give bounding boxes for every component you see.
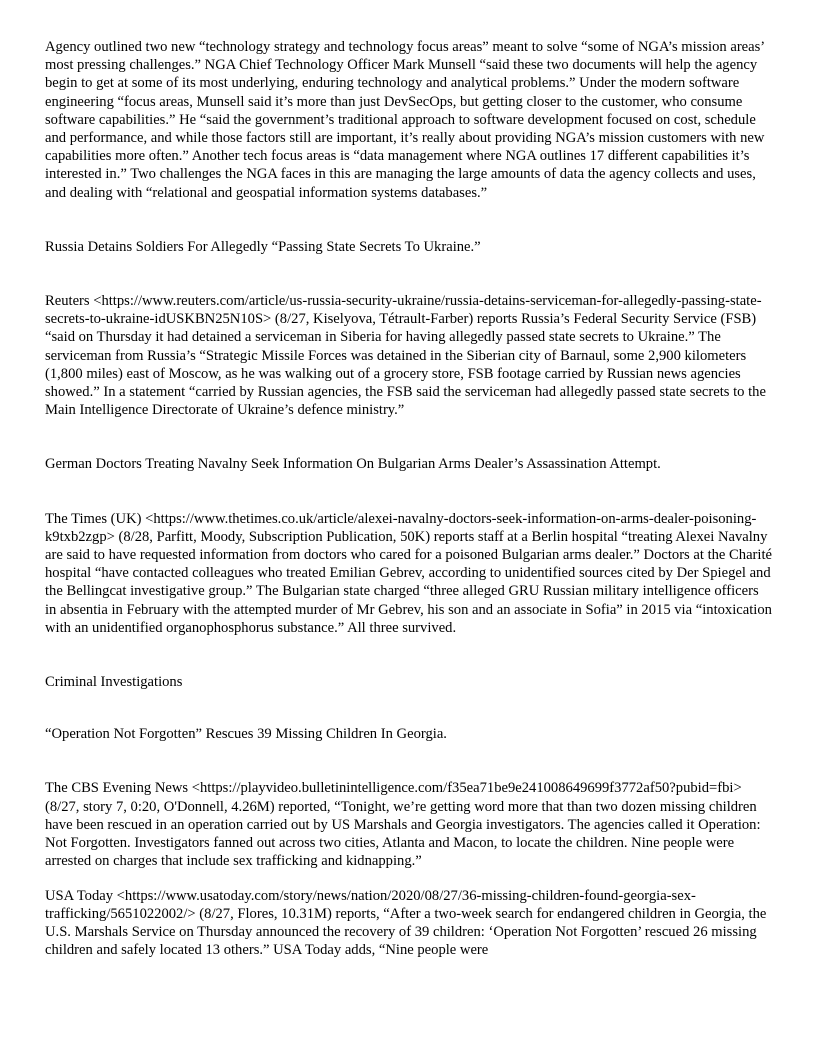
heading-navalny-doctors: German Doctors Treating Navalny Seek Information On Bulgarian Arms Dealer’s Assassination Attempt.	[45, 456, 661, 473]
spacer	[45, 691, 773, 725]
spacer	[45, 474, 773, 510]
paragraph-usa-today: USA Today <https://www.usatoday.com/story/news/nation/2020/08/27/36-missing-children-found-georgia-sex-trafficking/5651022002/> (8/27, Flores, 10.31M) reports, “After a two-week search for endangered children in Georgia, the U.S. Marshals Service on Thursday announced the recovery of 39 children: ‘Operation Not Forgotten’ rescued 26 missing children and safely located 13 others.” USA Today adds, “Nine people were	[45, 887, 767, 959]
document-page	[45, 38, 773, 959]
paragraph-times-navalny: The Times (UK) <https://www.thetimes.co.uk/article/alexei-navalny-doctors-seek-information-on-arms-dealer-poisoning-k9txb2zgp> (8/28, Parfitt, Moody, Subscription Publication, 50K) reports staff at a Berlin hospital “treating Alexei Navalny are said to have requested information from doctors who cared for a poisoned Bulgarian arms dealer.” Doctors at the Charité hospital “have contacted colleagues who treated Emilian Gebrev, according to unidentified sources cited by Der Spiegel and the Bellingcat investigative group.” The Bulgarian state charged “three alleged GRU Russian military intelligence officers in absentia in February with the attempted murder of Mr Gebrev, his son and an associate in Sofia” in 2015 via “intoxication with an unidentified organophosphorus substance.” All three survived.	[45, 510, 773, 636]
paragraph-cbs-evening-news: The CBS Evening News <https://playvideo.bulletinintelligence.com/f35ea71be9e241008649699f3772af50?pubid=fbi> (8/27, story 7, 0:20, O'Donnell, 4.26M) reported, “Tonight, we’re getting word more that than two dozen missing children have been rescued in an operation carried out by US Marshals and Georgia investigators. The agencies called it Operation: Not Forgotten. Investigators fanned out across two cities, Atlanta and Macon, to locate the children. Nine people were arrested on charges that include sex trafficking and kidnapping.”	[45, 780, 761, 870]
spacer	[45, 637, 773, 673]
paragraph-nga-technology: Agency outlined two new “technology strategy and technology focus areas” meant to solve “some of NGA’s mission areas’ most pressing challenges.” NGA Chief Technology Officer Mark Munsell “said these two documents will help the agency begin to get at some of its most underlying, enduring technology and analytical problems.” Under the modern software engineering “focus areas, Munsell said it’s more than just DevSecOps, but getting closer to the customer, who consume software capabilities.” He “said the government’s traditional approach to software development focused on cost, schedule and performance, and while those factors still are important, it’s really about providing NGA’s mission customers with new capabilities more often.” Another tech focus areas is “data management where NGA outlines 17 different capabilities it’s interested in.” Two challenges the NGA faces in this are managing the large amounts of data the agency collects and uses, and dealing with “relational and geospatial information systems databases.”	[45, 39, 765, 201]
section-heading-criminal-investigations: Criminal Investigations	[45, 674, 183, 691]
spacer	[45, 202, 773, 238]
paragraph-reuters-russia: Reuters <https://www.reuters.com/article/us-russia-security-ukraine/russia-detains-serviceman-for-allegedly-passing-state-secrets-to-ukraine-idUSKBN25N10S> (8/27, Kiselyova, Tétrault-Farber) reports Russia’s Federal Security Service (FSB) “said on Thursday it had detained a serviceman in Siberia for having allegedly passed state secrets to Ukraine.” The serviceman from Russia’s “Strategic Missile Forces was detained in the Siberian city of Barnaul, some 2,900 kilometers (1,800 miles) east of Moscow, as he was walking out of a grocery store, FSB footage carried by Russian news agencies showed.” In a statement “carried by Russian agencies, the FSB said the serviceman had allegedly passed state secrets to the Main Intelligence Directorate of Ukraine’s defence ministry.”	[45, 293, 766, 419]
heading-operation-not-forgotten: “Operation Not Forgotten” Rescues 39 Missing Children In Georgia.	[45, 726, 447, 743]
spacer	[45, 256, 773, 292]
spacer	[45, 871, 773, 887]
spacer	[45, 743, 773, 779]
heading-russia-detains-soldiers: Russia Detains Soldiers For Allegedly “Passing State Secrets To Ukraine.”	[45, 238, 481, 255]
spacer	[45, 419, 773, 455]
